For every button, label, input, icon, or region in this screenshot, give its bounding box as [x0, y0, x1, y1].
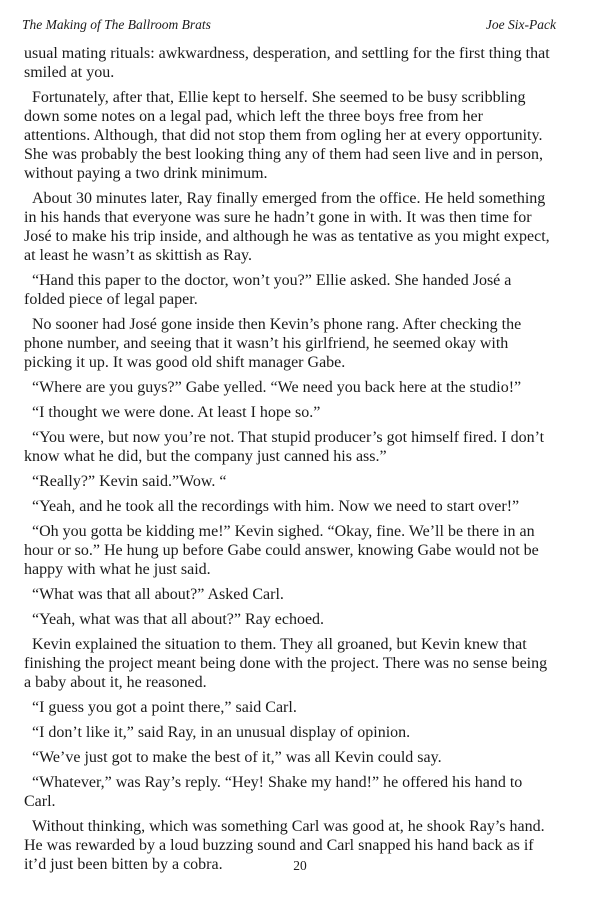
paragraph: usual mating rituals: awkwardness, desperation, and settling for the first thing that smiled at you.: [24, 45, 550, 81]
paragraph: Fortunately, after that, Ellie kept to herself. She seemed to be busy scribbling down some notes on a legal pad, which left the three boys free from her attentions. Although, that did not stop them from ogling her at every opportunity. She was probably the best looking thing any of them had seen live and in person, without paying a two drink minimum.: [24, 89, 544, 182]
paragraph: “Yeah, and he took all the recordings with him. Now we need to start over!”: [32, 498, 520, 515]
paragraph: “Yeah, what was that all about?” Ray echoed.: [32, 611, 325, 628]
paragraph: Without thinking, which was something Carl was good at, he shook Ray’s hand. He was rewarded by a loud buzzing sound and Carl snapped his hand back as if it’d just been bitten by a cobra.: [24, 818, 545, 873]
book-title: The Making of The Ballroom Brats: [22, 17, 211, 32]
paragraph: “Where are you guys?” Gabe yelled. “We need you back here at the studio!”: [32, 379, 522, 396]
paragraph: “I thought we were done. At least I hope so.”: [32, 404, 321, 421]
author-name: Joe Six-Pack: [485, 17, 556, 32]
paragraph: “I guess you got a point there,” said Carl.: [32, 699, 297, 716]
paragraph: “We’ve just got to make the best of it,” was all Kevin could say.: [32, 749, 442, 766]
paragraph: “What was that all about?” Asked Carl.: [32, 586, 284, 603]
paragraph: No sooner had José gone inside then Kevin’s phone rang. After checking the phone number, and seeing that it wasn’t his girlfriend, he seemed okay with picking it up. It was good old shift manager Gabe.: [24, 316, 522, 371]
paragraph: “You were, but now you’re not. That stupid producer’s got himself fired. I don’t know what he did, but the company just canned his ass.”: [24, 429, 545, 465]
paragraph: “Hand this paper to the doctor, won’t you?” Ellie asked. She handed José a folded piece of legal paper.: [24, 272, 512, 308]
paragraph: “Whatever,” was Ray’s reply. “Hey! Shake my hand!” he offered his hand to Carl.: [24, 774, 523, 810]
paragraph: About 30 minutes later, Ray finally emerged from the office. He held something in his hands that everyone was sure he hadn’t gone in with. It was then time for José to make his trip inside, and although he was as tentative as you might expect, at least he wasn’t as skittish as Ray.: [24, 190, 550, 264]
paragraph: “I don’t like it,” said Ray, in an unusual display of opinion.: [32, 724, 411, 741]
running-header: [22, 17, 556, 33]
paragraph: “Really?” Kevin said.”Wow. “: [32, 473, 227, 490]
paragraph: Kevin explained the situation to them. They all groaned, but Kevin knew that finishing the project meant being done with the project. There was no sense being a baby about it, he reasoned.: [24, 636, 548, 691]
page-body: [24, 44, 552, 880]
paragraph: “Oh you gotta be kidding me!” Kevin sighed. “Okay, fine. We’ll be there in an hour or so.” He hung up before Gabe could answer, knowing Gabe would not be happy with what he just said.: [24, 523, 539, 578]
page-number: 20: [293, 858, 307, 873]
